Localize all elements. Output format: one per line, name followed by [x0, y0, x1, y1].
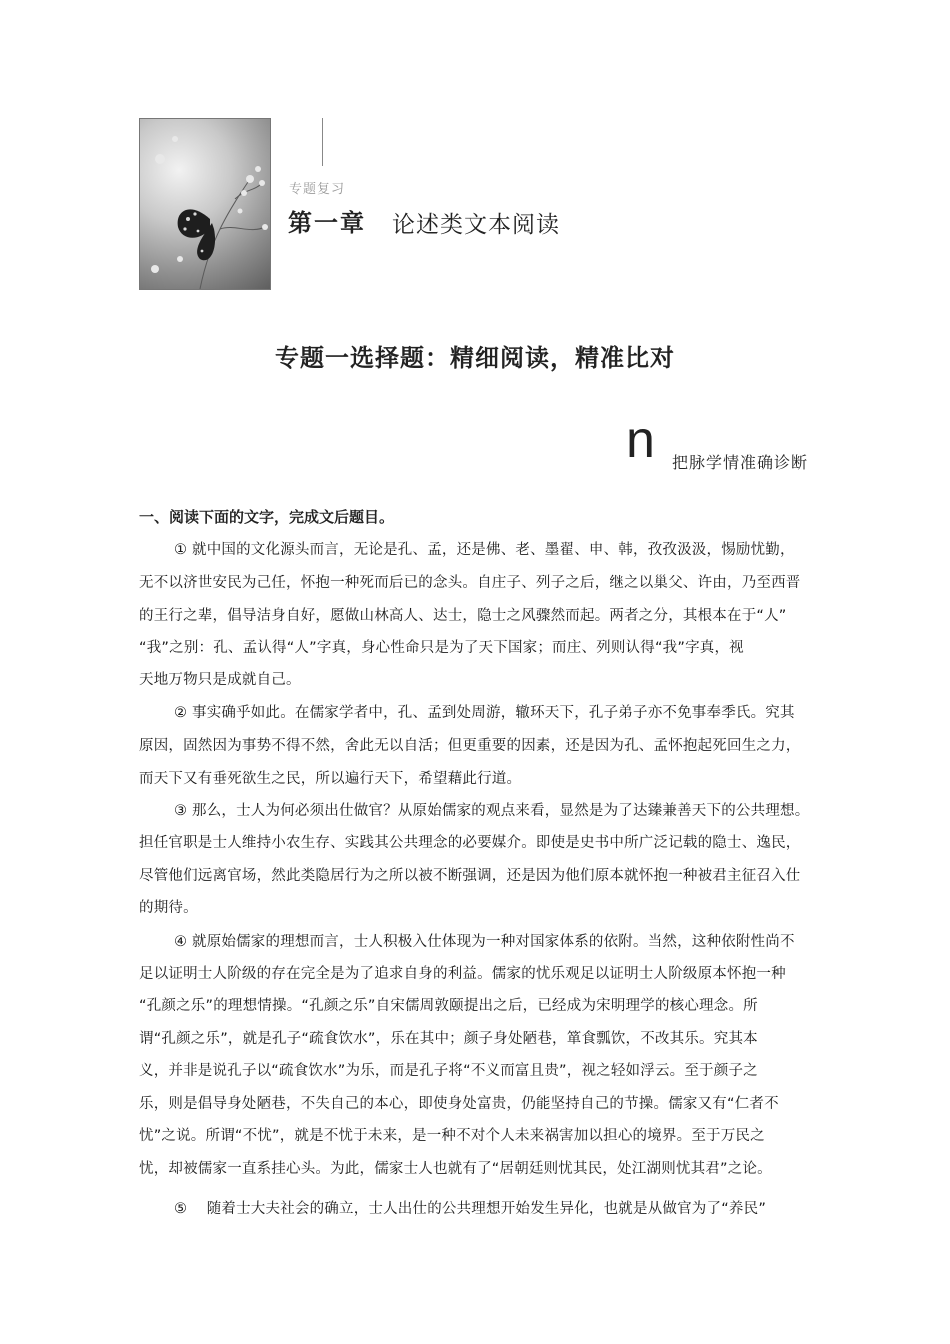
- butterfly-icon: [140, 119, 270, 289]
- paragraph-line: 忧，却被儒家一直系挂心头。为此，儒家士人也就有了“居朝廷则忧其民，处江湖则忧其君”之论。: [139, 1161, 772, 1177]
- paragraph-line: 义，并非是说孔子以“疏食饮水”为乐，而是孔子将“不义而富且贵”，视之轻如浮云。至于颜子之: [139, 1063, 758, 1079]
- section-heading: 一、阅读下面的文字，完成文后题目。: [139, 508, 395, 526]
- diagnose-label: 把脉学情准确诊断: [672, 453, 809, 472]
- paragraph-line: 原因，固然因为事势不得不然，舍此无以自活；但更重要的因素，还是因为孔、孟怀抱起死回生之力，: [139, 738, 801, 754]
- header-divider: [322, 118, 323, 166]
- paragraph-line: 足以证明士人阶级的存在完全是为了追求自身的利益。儒家的忧乐观足以证明士人阶级原本怀抱一种: [139, 966, 786, 982]
- paragraph-line: “我”之别：孔、孟认得“人”字真，身心性命只是为了天下国家；而庄、列则认得“我”字真，视: [139, 640, 744, 656]
- paragraph-line: ③ 那么，士人为何必须出仕做官？从原始儒家的观点来看，显然是为了达臻兼善天下的公共理想。: [174, 803, 810, 819]
- paragraph-line: ② 事实确乎如此。在儒家学者中，孔、孟到处周游，辙环天下，孔子弟子亦不免事奉季氏。究其: [174, 705, 795, 721]
- paragraph-line: 而天下又有垂死欲生之民，所以遍行天下，希望藉此行道。: [139, 771, 522, 787]
- paragraph-line: 的王行之辈，倡导洁身自好，愿做山林高人、达士，隐士之风骤然而起。两者之分，其根本在于“人”: [139, 608, 787, 624]
- butterfly-photo: [139, 118, 271, 290]
- diagnose-glyph: n: [626, 411, 655, 469]
- chapter-label: 第一章: [288, 209, 366, 237]
- paragraph-line: 无不以济世安民为己任，怀抱一种死而后已的念头。自庄子、列子之后，继之以巢父、许由，乃至西晋: [139, 575, 801, 591]
- chapter-title: 论述类文本阅读: [392, 212, 560, 238]
- paragraph-line: ⑤ 随着士大夫社会的确立，士人出仕的公共理想开始发生异化，也就是从做官为了“养民”: [174, 1201, 767, 1217]
- topic-title: 专题一选择题：精细阅读，精准比对: [275, 344, 675, 372]
- paragraph-line: 的期待。: [139, 900, 198, 916]
- paragraph-line: 乐，则是倡导身处陋巷，不失自己的本心，即使身处富贵，仍能坚持自己的节操。儒家又有“仁者不: [139, 1096, 779, 1112]
- paragraph-line: “孔颜之乐”的理想情操。“孔颜之乐”自宋儒周敦颐提出之后，已经成为宋明理学的核心理念。所: [139, 998, 758, 1014]
- paragraph-line: 担任官职是士人维持小农生存、实践其公共理念的必要媒介。即使是史书中所广泛记载的隐士、逸民，: [139, 835, 801, 851]
- paragraph-line: 忧”之说。所谓“不忧”，就是不忧于未来，是一种不对个人未来祸害加以担心的境界。至于万民之: [139, 1128, 765, 1144]
- paragraph-line: ① 就中国的文化源头而言，无论是孔、孟，还是佛、老、墨翟、申、韩，孜孜汲汲，惕励忧勤，: [174, 542, 795, 558]
- paragraph-line: 谓“孔颜之乐”，就是孔子“疏食饮水”，乐在其中；颜子身处陋巷，箪食瓢饮，不改其乐。究其本: [139, 1031, 758, 1047]
- paragraph-line: ④ 就原始儒家的理想而言，士人积极入仕体现为一种对国家体系的依附。当然，这种依附性尚不: [174, 934, 795, 950]
- paragraph-line: 尽管他们远离官场，然此类隐居行为之所以被不断强调，还是因为他们原本就怀抱一种被君主征召入仕: [139, 868, 801, 884]
- review-label: 专题复习: [289, 182, 346, 197]
- paragraph-line: 天地万物只是成就自己。: [139, 672, 301, 688]
